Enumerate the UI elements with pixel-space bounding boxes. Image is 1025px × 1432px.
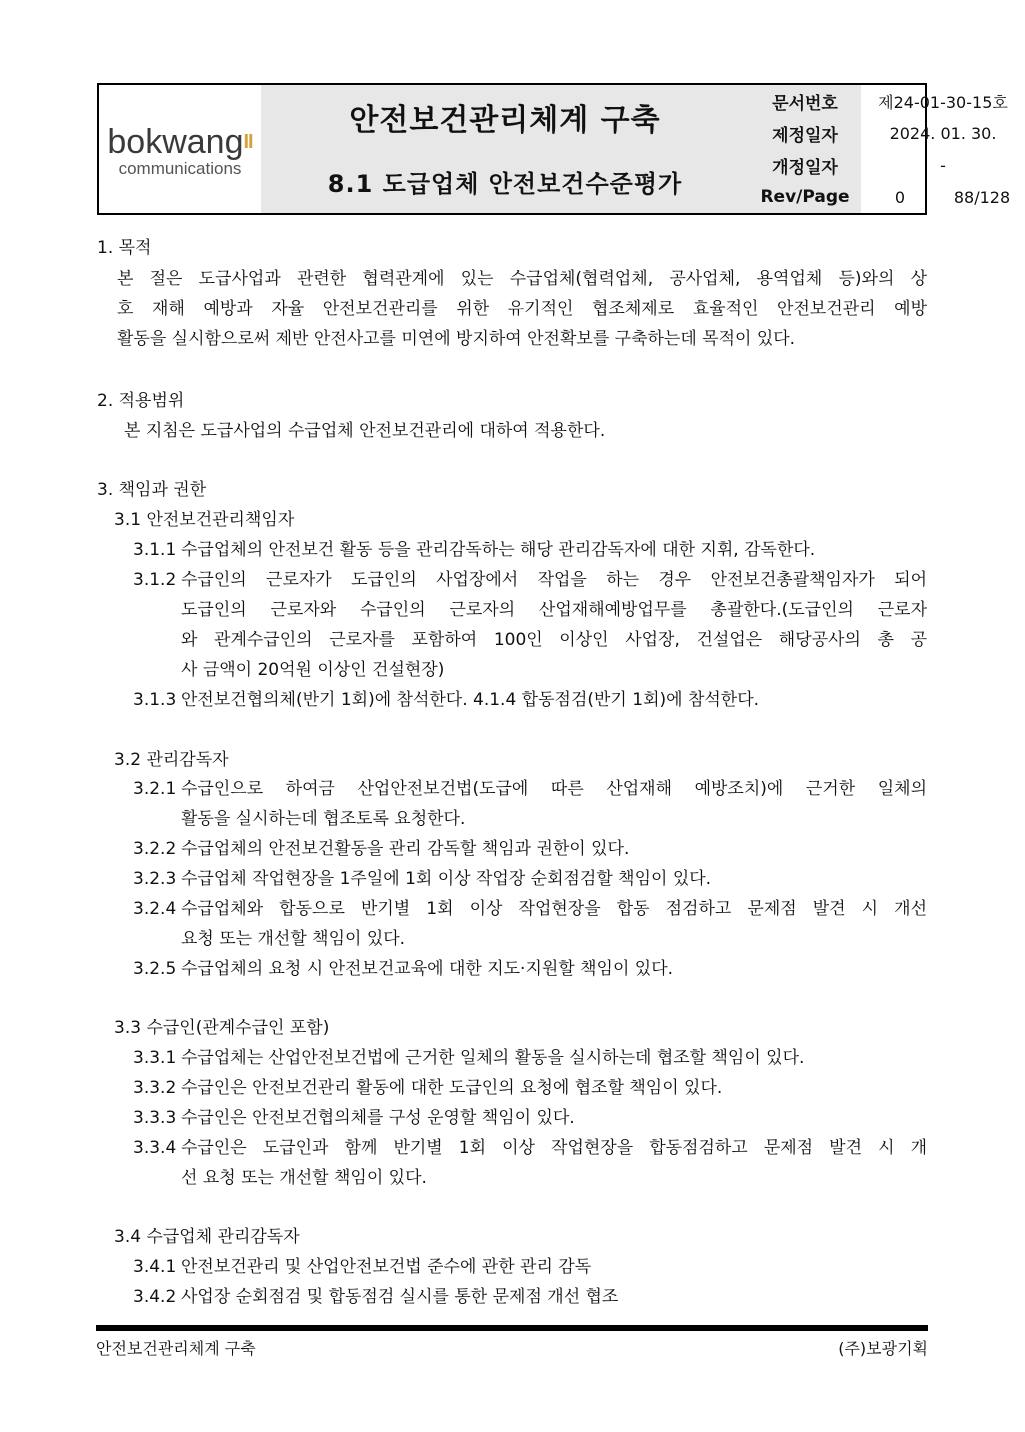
item-3-1-3-line-1: 안전보건협의체(반기 1회)에 참석한다. 4.1.4 합동점검(반기 1회)에 참석한다.: [181, 690, 760, 710]
item-3-2-3-number: 3.2.3: [133, 869, 177, 889]
section-2-line-1: 본 지침은 도급사업의 수급업체 안전보건관리에 대하여 적용한다.: [124, 421, 606, 441]
revised-value: -: [940, 155, 946, 175]
item-3-2-4-line-2: 요청 또는 개선할 책임이 있다.: [181, 929, 406, 949]
section-1-line-3: 활동을 실시함으로써 제반 안전사고를 미연에 방지하여 안전확보를 구축하는데 목적이 있다.: [117, 329, 796, 349]
item-3-2-1-line-2: 활동을 실시하는데 협조토록 요청한다.: [181, 809, 466, 829]
section-3-2-title: 3.2 관리감독자: [114, 750, 229, 770]
item-3-4-2-number: 3.4.2: [133, 1287, 177, 1307]
document-subtitle: 8.1 도급업체 안전보건수준평가: [261, 149, 749, 213]
section-1-title: 1. 목적: [97, 238, 152, 258]
section-3-1-title: 3.1 안전보건관리책임자: [114, 510, 295, 530]
doc-no-value: 제24-01-30-15호: [878, 92, 1008, 112]
document-title: 안전보건관리체계 구축: [261, 85, 749, 149]
item-3-3-1-line-1: 수급업체는 산업안전보건법에 근거한 일체의 활동을 실시하는데 협조할 책임이 있다.: [181, 1048, 805, 1068]
item-3-2-2-number: 3.2.2: [133, 839, 177, 859]
item-3-3-1-number: 3.3.1: [133, 1048, 177, 1068]
item-3-3-2-line-1: 수급인은 안전보건관리 활동에 대한 도급인의 요청에 협조할 책임이 있다.: [181, 1078, 723, 1098]
logo-wordmark: bokwang: [107, 123, 244, 161]
item-3-2-5-number: 3.2.5: [133, 959, 177, 979]
doc-no-label: 문서번호: [749, 85, 861, 117]
item-3-1-2-line-1: 수급인의 근로자가 도급인의 사업장에서 작업을 하는 경우 안전보건총괄책임자가 되어: [181, 570, 927, 590]
item-3-3-2-number: 3.3.2: [133, 1078, 177, 1098]
item-3-3-3-number: 3.3.3: [133, 1108, 177, 1128]
item-3-3-4-line-1: 수급인은 도급인과 함께 반기별 1회 이상 작업현장을 합동점검하고 문제점 발견 시 개: [181, 1138, 927, 1158]
item-3-4-2-line-1: 사업장 순회점검 및 합동점검 실시를 통한 문제점 개선 협조: [181, 1287, 619, 1307]
item-3-4-1-number: 3.4.1: [133, 1257, 177, 1277]
created-label: 제정일자: [749, 117, 861, 149]
item-3-2-4-line-1: 수급업체와 합동으로 반기별 1회 이상 작업현장을 합동 점검하고 문제점 발견 시 개선: [181, 899, 927, 919]
section-1-line-1: 본 절은 도급사업과 관련한 협력관계에 있는 수급업체(협력업체, 공사업체, 용역업체 등)와의 상: [117, 269, 927, 289]
item-3-1-2-line-4: 사 금액이 20억원 이상인 건설현장): [181, 660, 445, 680]
item-3-1-2-number: 3.1.2: [133, 570, 177, 590]
item-3-2-4-number: 3.2.4: [133, 899, 177, 919]
item-3-4-1-line-1: 안전보건관리 및 산업안전보건법 준수에 관한 관리 감독: [181, 1257, 592, 1277]
item-3-1-3-number: 3.1.3: [133, 690, 177, 710]
page-value: 88/128: [953, 187, 1011, 207]
revised-label: 개정일자: [749, 149, 861, 181]
item-3-1-1-line-1: 수급업체의 안전보건 활동 등을 관리감독하는 해당 관리감독자에 대한 지휘, 감독한다.: [181, 540, 816, 560]
section-3-3-title: 3.3 수급인(관계수급인 포함): [114, 1018, 330, 1038]
item-3-1-2-line-3: 와 관계수급인의 근로자를 포함하여 100인 이상인 사업장, 건설업은 해당공사의 총 공: [181, 630, 927, 650]
item-3-2-1-line-1: 수급인으로 하여금 산업안전보건법(도급에 따른 산업재해 예방조치)에 근거한 일체의: [181, 779, 927, 799]
footer-document-name: 안전보건관리체계 구축: [96, 1339, 256, 1358]
document-header-table: [97, 83, 1011, 215]
item-3-3-4-line-2: 선 요청 또는 개선할 책임이 있다.: [181, 1168, 427, 1188]
logo-subtitle: communications: [118, 159, 242, 178]
item-3-3-4-number: 3.3.4: [133, 1138, 177, 1158]
company-logo: [99, 85, 261, 213]
item-3-2-1-number: 3.2.1: [133, 779, 177, 799]
logo-mark: II: [243, 131, 253, 153]
item-3-2-5-line-1: 수급업체의 요청 시 안전보건교육에 대한 지도·지원할 책임이 있다.: [181, 959, 674, 979]
item-3-1-2-line-2: 도급인의 근로자와 수급인의 근로자의 산업재해예방업무를 총괄한다.(도급인의 근로자: [181, 600, 927, 620]
section-1-line-2: 호 재해 예방과 자율 안전보건관리를 위한 유기적인 협조체제로 효율적인 안전보건관리 예방: [117, 299, 927, 319]
footer-divider: [96, 1325, 928, 1331]
created-value: 2024. 01. 30.: [889, 123, 997, 143]
section-3-title: 3. 책임과 권한: [97, 480, 207, 500]
section-3-4-title: 3.4 수급업체 관리감독자: [114, 1227, 300, 1247]
item-3-3-3-line-1: 수급인은 안전보건협의체를 구성 운영할 책임이 있다.: [181, 1108, 575, 1128]
item-3-2-3-line-1: 수급업체 작업현장을 1주일에 1회 이상 작업장 순회점검할 책임이 있다.: [181, 869, 712, 889]
item-3-2-2-line-1: 수급업체의 안전보건활동을 관리 감독할 책임과 권한이 있다.: [181, 839, 630, 859]
footer-company-name: (주)보광기획: [838, 1339, 928, 1358]
rev-value: 0: [894, 187, 906, 207]
revpage-label: Rev/Page: [749, 181, 861, 213]
section-2-title: 2. 적용범위: [97, 391, 185, 411]
item-3-1-1-number: 3.1.1: [133, 540, 177, 560]
